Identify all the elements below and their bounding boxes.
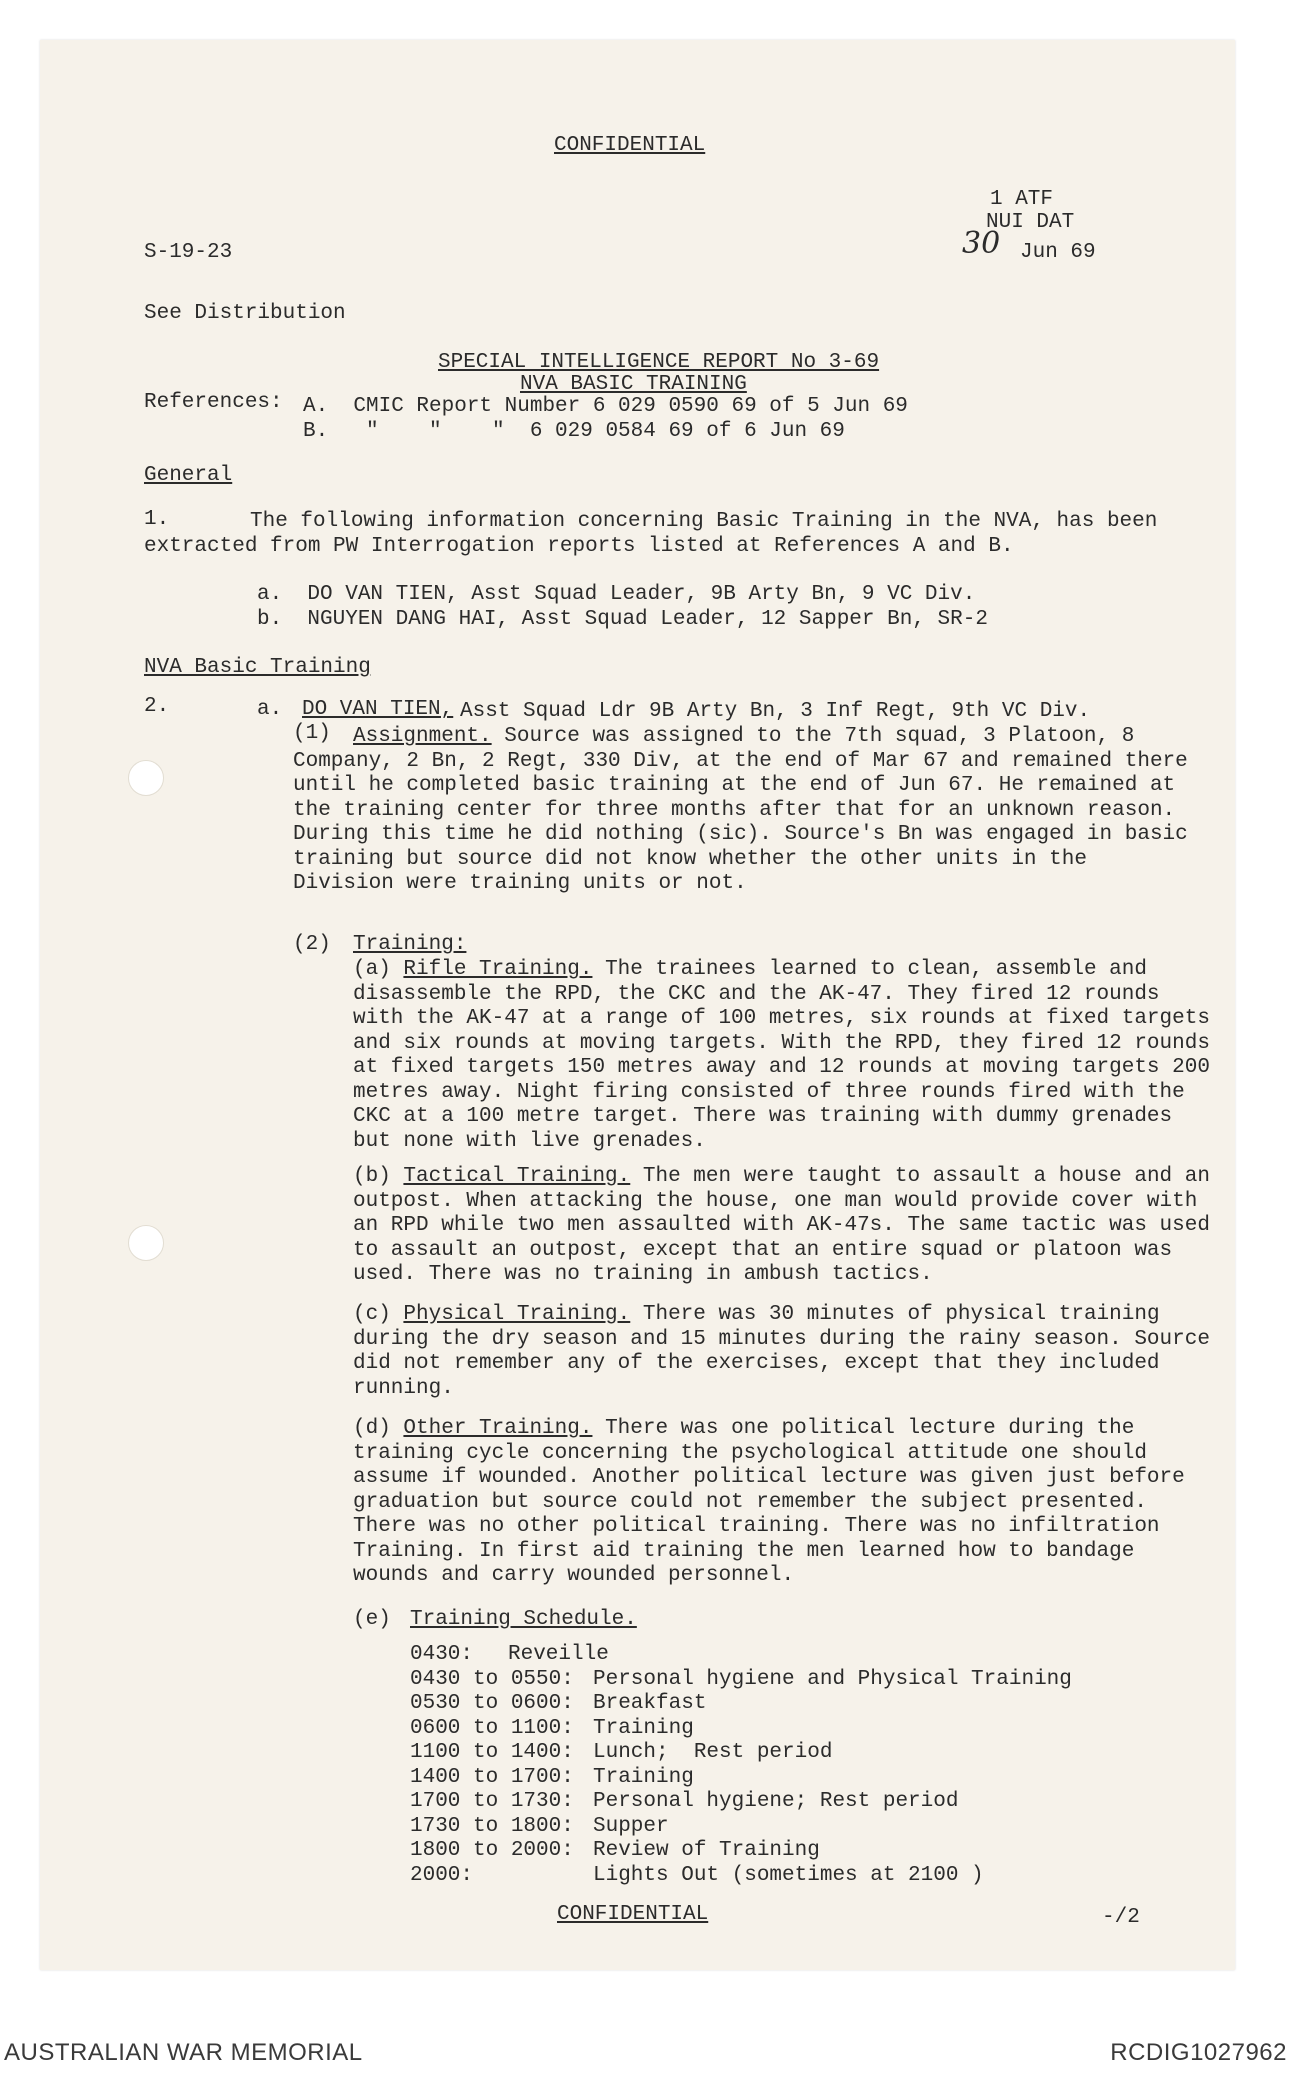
schedule-time: 1800 to 2000: <box>410 1839 574 1862</box>
schedule-activity: Reveille <box>508 1643 609 1666</box>
schedule-activity: Training <box>593 1765 694 1789</box>
reference-a: A. CMIC Report Number 6 029 0590 69 of 5 Jun 69 <box>303 395 908 418</box>
schedule-activity: Personal hygiene; Rest period <box>593 1790 959 1813</box>
schedule-activity: Training <box>593 1716 694 1740</box>
paragraph-number: 1. <box>144 508 170 531</box>
assignment-paragraph <box>293 725 1193 897</box>
assignment-title: Assignment. <box>353 725 492 748</box>
unit-name: 1 ATF <box>990 188 1054 211</box>
rifle-training-title: Rifle Training. <box>403 958 593 981</box>
schedule-activity: Breakfast <box>593 1692 707 1715</box>
item-label: (b) <box>353 1165 391 1188</box>
schedule-time: 1730 to 1800: <box>410 1814 574 1838</box>
punch-hole <box>128 1225 164 1261</box>
classification-bottom: CONFIDENTIAL <box>557 1903 709 1926</box>
references-label: References: <box>144 391 283 414</box>
source-b: b. NGUYEN DANG HAI, Asst Squad Leader, 12 Sapper Bn, SR-2 <box>257 608 988 631</box>
schedule-time: 0430: <box>410 1643 474 1666</box>
date: Jun 69 <box>1020 241 1096 264</box>
rifle-training-paragraph <box>353 958 1213 1154</box>
continuation-marker: -/2 <box>1102 1906 1140 1929</box>
item-number: (2) <box>293 933 331 956</box>
paragraph-number: 2. <box>144 695 170 718</box>
training-schedule-title: Training Schedule. <box>410 1608 637 1631</box>
document-page <box>40 40 1235 1970</box>
section-heading-nva-basic-training: NVA Basic Training <box>144 656 371 679</box>
subparagraph-label: a. <box>257 698 283 721</box>
schedule-time: 1700 to 1730: <box>410 1790 574 1813</box>
section-heading-general: General <box>144 464 233 487</box>
item-label: (d) <box>353 1417 391 1440</box>
physical-training-title: Physical Training. <box>403 1303 631 1326</box>
schedule-time: 0600 to 1100: <box>410 1716 574 1740</box>
item-label: (a) <box>353 958 391 981</box>
addressee: See Distribution <box>144 302 346 325</box>
item-label: (c) <box>353 1303 391 1326</box>
training-heading: Training: <box>353 933 467 956</box>
archive-catalogue-id: RCDIG1027962 <box>1110 2039 1287 2066</box>
report-subtitle: NVA BASIC TRAINING <box>520 373 747 396</box>
tactical-training-title: Tactical Training. <box>403 1165 631 1188</box>
schedule-time: 1100 to 1400: <box>410 1741 574 1764</box>
assignment-text: Source was assigned to the 7th squad, 3 Platoon, 8 Company, 2 Bn, 2 Regt, 330 Div, at the end of Mar 67 and remained there until he completed basic training at the end of Jun 67. He remained at the training center for three months after that for an unknown reason. During this time he did nothing (sic). Source's Bn was engaged in basic training but source did not know whether the other units in the Division were training units or not. <box>293 725 1188 895</box>
tactical-training-paragraph <box>353 1165 1213 1288</box>
general-paragraph: The following information concerning Basic Training in the NVA, has been extracted from PW Interrogation reports listed at References A and B. <box>144 510 1158 558</box>
schedule-activity: Lights Out (sometimes at 2100 ) <box>593 1863 984 1887</box>
schedule-activity: Lunch; Rest period <box>593 1741 833 1764</box>
source-a: a. DO VAN TIEN, Asst Squad Leader, 9B Arty Bn, 9 VC Div. <box>257 583 976 606</box>
schedule-time: 0430 to 0550: <box>410 1667 574 1691</box>
schedule-time: 2000: <box>410 1863 474 1887</box>
item-label: (e) <box>353 1608 391 1631</box>
source-name: DO VAN TIEN, <box>302 698 454 721</box>
file-reference: S-19-23 <box>144 241 233 264</box>
source-details: Asst Squad Ldr 9B Arty Bn, 3 Inf Regt, 9th VC Div. <box>460 700 1091 723</box>
other-training-title: Other Training. <box>403 1417 593 1440</box>
other-training-paragraph <box>353 1417 1213 1589</box>
other-training-text: There was one political lecture during the training cycle concerning the psychological attitude one should assume if wounded. Another political lecture was given just before graduation but source could not remember the subject presented. There was no other political training. There was no infiltration Training. In first aid training the men learned how to bandage wounds and carry wounded personnel. <box>353 1417 1185 1587</box>
schedule-time: 1400 to 1700: <box>410 1765 574 1789</box>
archive-institution: AUSTRALIAN WAR MEMORIAL <box>4 2039 363 2066</box>
report-title: SPECIAL INTELLIGENCE REPORT No 3-69 <box>438 351 880 374</box>
classification-top: CONFIDENTIAL <box>554 134 706 157</box>
item-number: (1) <box>293 722 331 745</box>
physical-training-paragraph <box>353 1303 1213 1401</box>
punch-hole <box>128 760 164 796</box>
physical-training-text: There was 30 minutes of physical training during the dry season and 15 minutes during the rainy season. Source did not remember any of the exercises, except that they included running. <box>353 1303 1210 1400</box>
schedule-time: 0530 to 0600: <box>410 1692 574 1715</box>
reference-b: B. " " " 6 029 0584 69 of 6 Jun 69 <box>303 420 845 443</box>
rifle-training-text: The trainees learned to clean, assemble and disassemble the RPD, the CKC and the AK-47. They fired 12 rounds with the AK-47 at a range of 100 metres, six rounds at fixed targets and six rounds at moving targets. With the RPD, they fired 12 rounds at fixed targets 150 metres away and 12 rounds at moving targets 200 metres away. Night firing consisted of three rounds fired with the CKC at a 100 metre target. There was training with dummy grenades but none with live grenades. <box>353 958 1210 1153</box>
date-day-handwritten: 30 <box>962 226 1001 261</box>
tactical-training-text: The men were taught to assault a house and an outpost. When attacking the house, one man would provide cover with an RPD while two men assaulted with AK-47s. The same tactic was used to assault an outpost, except that an entire squad or platoon was used. There was no training in ambush tactics. <box>353 1165 1210 1286</box>
schedule-activity: Supper <box>593 1814 669 1838</box>
schedule-activity: Personal hygiene and Physical Training <box>593 1667 1072 1691</box>
location: NUI DAT <box>986 211 1075 234</box>
schedule-activity: Review of Training <box>593 1839 820 1862</box>
